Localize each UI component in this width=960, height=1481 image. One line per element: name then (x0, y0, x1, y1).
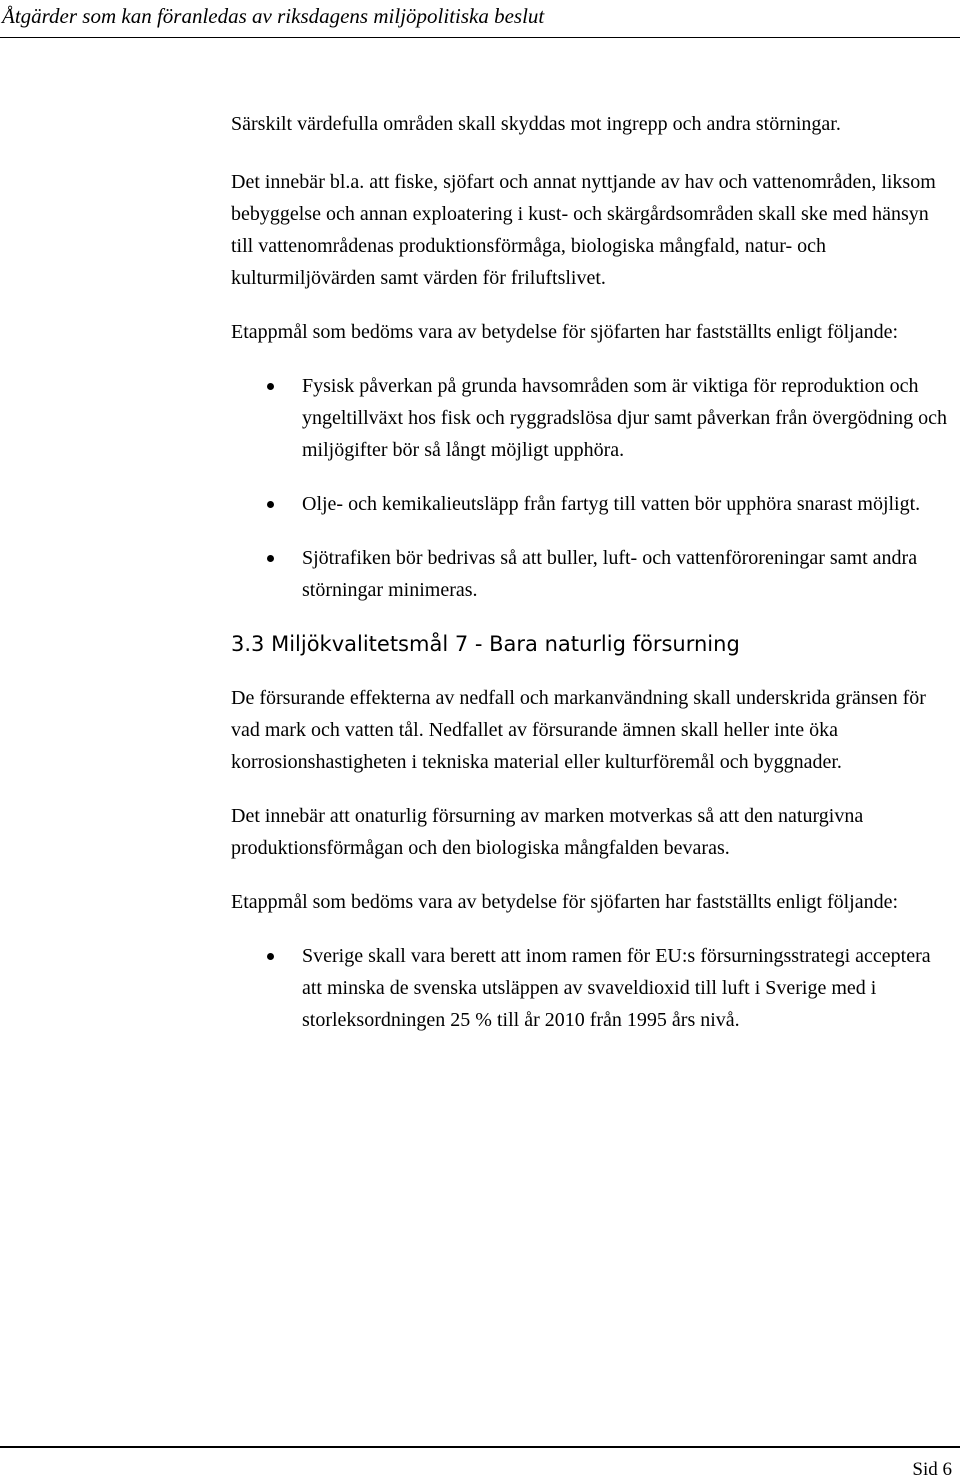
interim-targets-list (231, 370, 955, 606)
list-item-text: Olje- och kemikalieutsläpp från fartyg till vatten bör upphöra snarast möjligt. (302, 493, 921, 515)
document-body (231, 108, 955, 1036)
page-header (0, 0, 960, 40)
bullet-icon (267, 501, 274, 508)
list-item (231, 940, 955, 1036)
spacer (231, 778, 955, 800)
paragraph-implications: Det innebär bl.a. att fiske, sjöfart och annat nyttjande av hav och vattenområden, liksom bebyggelse och annan exploatering i kust- och skärgårdsområden skall ske med hänsyn till vattenområdenas produktionsförmåga, biologiska mångfald, natur- och kulturmiljövärden samt värden för friluftslivet. (231, 171, 936, 289)
spacer (231, 348, 955, 370)
spacer (231, 864, 955, 886)
header-divider (0, 37, 960, 38)
list-item (231, 542, 955, 606)
paragraph-acidification-effects: De försurande effekterna av nedfall och markanvändning skall underskrida gränsen för vad mark och vatten tål. Nedfallet av försurande ämnen skall heller inte öka korrosionshastigheten i tekniska material eller kulturföremål och byggnader. (231, 687, 926, 773)
paragraph-interim-targets-intro: Etappmål som bedöms vara av betydelse för sjöfarten har fastställts enligt följande: (231, 321, 899, 343)
spacer (231, 294, 955, 316)
spacer (231, 660, 955, 682)
bullet-icon (267, 953, 274, 960)
list-item-text: Sverige skall vara berett att inom ramen för EU:s försurningsstrategi acceptera att minska de svenska utsläppen av svaveldioxid till luft i Sverige med i storleksordningen 25 % till år 2010 från 1995 års nivå. (302, 945, 931, 1031)
bullet-icon (267, 555, 274, 562)
footer-divider (0, 1446, 960, 1448)
spacer (231, 140, 955, 166)
bullet-icon (267, 383, 274, 390)
list-item (231, 488, 955, 520)
paragraph-acidification-implications: Det innebär att onaturlig försurning av marken motverkas så att den naturgivna produktionsförmågan och den biologiska mångfalden bevaras. (231, 805, 864, 859)
list-item-text: Sjötrafiken bör bedrivas så att buller, luft- och vattenföroreningar samt andra störningar minimeras. (302, 547, 918, 601)
page-number: Sid 6 (912, 1459, 952, 1480)
spacer (231, 606, 955, 628)
page-footer (0, 1446, 960, 1478)
document-title: Åtgärder som kan föranledas av riksdagens miljöpolitiska beslut (2, 4, 545, 28)
list-item (231, 370, 955, 466)
paragraph-interim-targets-intro-2: Etappmål som bedöms vara av betydelse för sjöfarten har fastställts enligt följande: (231, 891, 899, 913)
list-item-text: Fysisk påverkan på grunda havsområden som är viktiga för reproduktion och yngeltillväxt hos fisk och ryggradslösa djur samt påverkan från övergödning och miljögifter bör så långt möjligt upphöra. (302, 375, 948, 461)
section-heading: 3.3 Miljökvalitetsmål 7 - Bara naturlig försurning (231, 632, 740, 656)
spacer (231, 918, 955, 940)
paragraph-protected-areas: Särskilt värdefulla områden skall skyddas mot ingrepp och andra störningar. (231, 113, 841, 135)
interim-targets-list-2 (231, 940, 955, 1036)
